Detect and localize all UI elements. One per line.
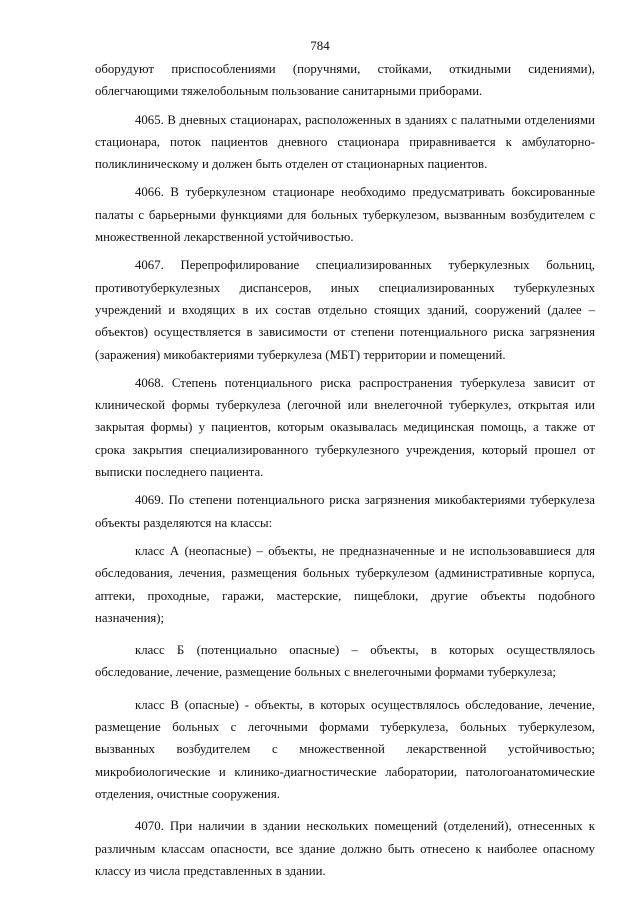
paragraph-4067: 4067. Перепрофилирование специализированных туберкулезных больниц, противотуберкулезных диспансеров, иных специализированных туберкулезных учреждений и входящих в их состав отдельно стоящих зданий, сооружений (далее – объектов) осуществляется в зависимости от степени потенциального риска загрязнения (заражения) микобактериями туберкулеза (МБТ) территории и помещений.	[95, 258, 595, 362]
paragraph-continuation: оборудуют приспособлениями (поручнями, стойками, откидными сидениями), облегчающими тяжелобольным пользование санитарными приборами.	[95, 62, 595, 99]
class-v-item: класс В (опасные) - объекты, в которых осуществлялось обследование, лечение, размещение больных с легочными формами туберкулеза, больных туберкулезом, вызванных возбудителем с множественной лекарственной устойчивостью; микробиологические и клинико-диагностические лаборатории, патологоанатомические отделения, очистные сооружения.	[95, 697, 595, 801]
class-b-item: класс Б (потенциально опасные) – объекты, в которых осуществлялось обследование, лечение, размещение больных с внелегочными формами туберкулеза;	[95, 643, 595, 680]
paragraph-4065: 4065. В дневных стационарах, расположенных в зданиях с палатными отделениями стационара, поток пациентов дневного стационара приравнивается к амбулаторно-поликлиническому и должен быть отделен от стационарных пациентов.	[95, 112, 595, 172]
document-body	[95, 58, 595, 888]
paragraph-4070: 4070. При наличии в здании нескольких помещений (отделений), отнесенных к различным классам опасности, все здание должно быть отнесено к наиболее опасному классу из числа представленных в здании.	[95, 819, 595, 878]
page-number: 784	[310, 38, 330, 53]
paragraph-4068: 4068. Степень потенциального риска распространения туберкулеза зависит от клинической формы туберкулеза (легочной или внелегочной туберкулез, открытая или закрытая формы) у пациентов, которым оказывалась медицинская помощь, а также от срока закрытия специализированного туберкулезного учреждения, который прошел от выписки последнего пациента.	[95, 375, 595, 480]
paragraph-4069: 4069. По степени потенциального риска загрязнения микобактериями туберкулеза объекты разделяются на классы:	[95, 493, 595, 530]
class-a-item: класс А (неопасные) – объекты, не предназначенные и не использовавшиеся для обследования, лечения, размещения больных туберкулезом (административные корпуса, аптеки, проходные, гаражи, мастерские, пищеблоки, другие объекты подобного назначения);	[95, 543, 595, 625]
paragraph-4066: 4066. В туберкулезном стационаре необходимо предусматривать боксированные палаты с барьерными функциями для больных туберкулезом, вызванным возбудителем с множественной лекарственной устойчивостью.	[95, 185, 595, 245]
